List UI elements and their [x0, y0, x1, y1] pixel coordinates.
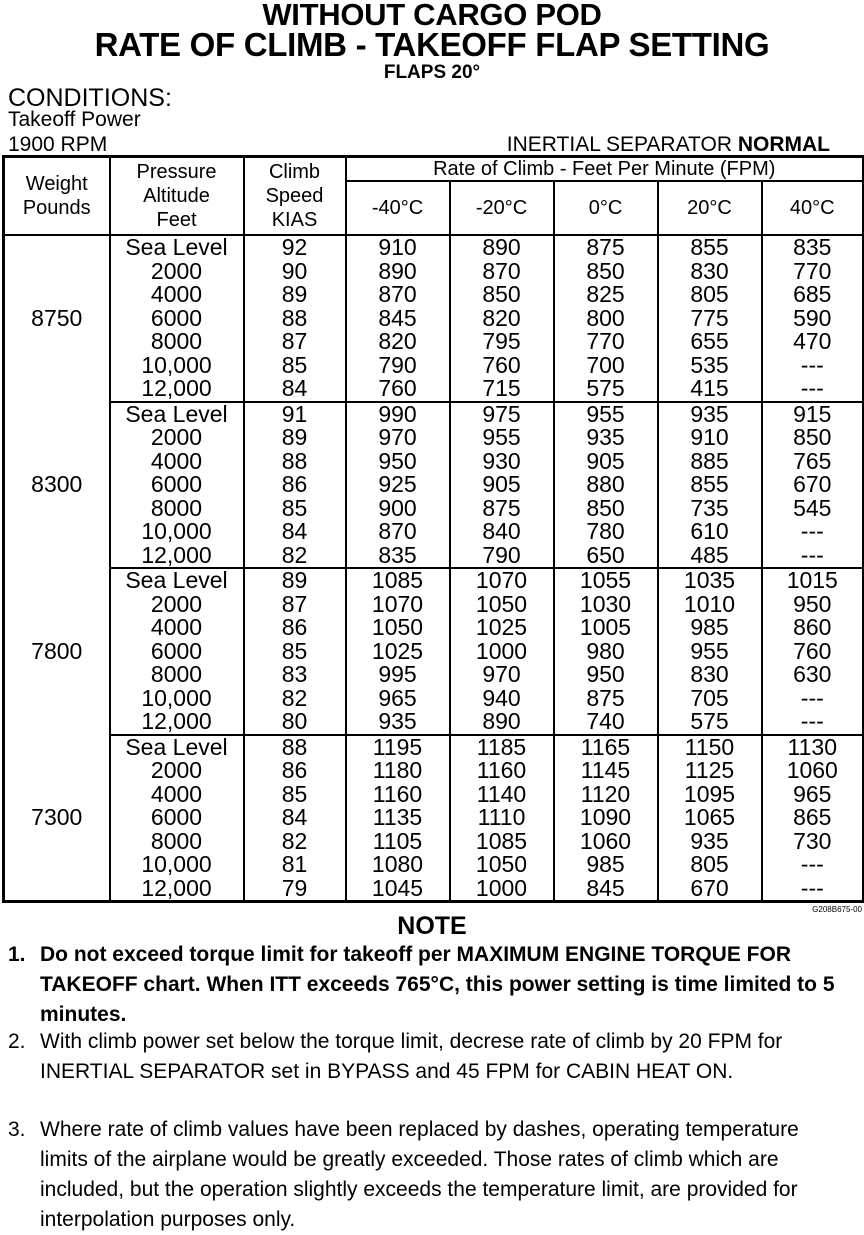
header-speed-line: KIAS	[271, 209, 318, 231]
rate-20-cell: 535	[658, 354, 762, 378]
rate-minus40-cell: 870	[346, 520, 450, 544]
rate-minus40-cell: 1085	[346, 568, 450, 593]
rate-20-cell: 1010	[658, 593, 762, 617]
table-row	[4, 426, 864, 450]
rate-0-cell: 575	[554, 377, 658, 402]
rate-0-cell: 875	[554, 687, 658, 711]
condition-rpm: 1900 RPM	[8, 133, 108, 156]
rate-40-cell: ---	[762, 877, 864, 902]
rate-minus20-cell: 1050	[450, 593, 554, 617]
rate-40-cell: ---	[762, 544, 864, 569]
table-row	[4, 616, 864, 640]
note-text: With climb power set below the torque limit, decrese rate of climb by 20 FPM for INERTIAL SEPARATOR set in BYPASS and 45 FPM for CABIN HEAT ON.	[40, 1030, 783, 1083]
table-row	[4, 830, 864, 854]
table-row	[4, 520, 864, 544]
rate-0-cell: 880	[554, 473, 658, 497]
rate-0-cell: 1145	[554, 759, 658, 783]
climb-speed-cell: 88	[244, 450, 346, 474]
climb-speed-cell: 85	[244, 354, 346, 378]
rate-40-cell: ---	[762, 687, 864, 711]
altitude-cell: Sea Level	[110, 735, 244, 760]
climb-speed-cell: 91	[244, 402, 346, 427]
rate-20-cell: 935	[658, 830, 762, 854]
rate-20-cell: 1035	[658, 568, 762, 593]
climb-speed-cell: 79	[244, 877, 346, 902]
table-row	[4, 593, 864, 617]
rate-20-cell: 830	[658, 663, 762, 687]
rate-minus20-cell: 1000	[450, 640, 554, 664]
figure-code: G208B675-00	[812, 905, 862, 914]
weight-cell: 7800	[4, 568, 110, 735]
rate-0-cell: 985	[554, 853, 658, 877]
altitude-cell: 6000	[110, 307, 244, 331]
weight-cell: 7300	[4, 735, 110, 902]
table-row	[4, 735, 864, 760]
climb-speed-cell: 87	[244, 330, 346, 354]
rate-minus20-cell: 1140	[450, 783, 554, 807]
altitude-cell: 4000	[110, 783, 244, 807]
rate-minus40-cell: 995	[346, 663, 450, 687]
rate-0-cell: 1005	[554, 616, 658, 640]
rate-minus20-cell: 940	[450, 687, 554, 711]
rate-minus40-cell: 1070	[346, 593, 450, 617]
rate-20-cell: 1150	[658, 735, 762, 760]
rate-40-cell: 545	[762, 497, 864, 521]
rate-40-cell: 835	[762, 235, 864, 260]
rate-minus40-cell: 1180	[346, 759, 450, 783]
header-weight-line: Weight	[25, 173, 88, 195]
table-row	[4, 307, 864, 331]
altitude-cell: 6000	[110, 640, 244, 664]
rate-minus40-cell: 950	[346, 450, 450, 474]
table-row	[4, 877, 864, 902]
rate-20-cell: 910	[658, 426, 762, 450]
rate-0-cell: 700	[554, 354, 658, 378]
rate-minus20-cell: 1070	[450, 568, 554, 593]
rate-20-cell: 705	[658, 687, 762, 711]
rate-40-cell: 850	[762, 426, 864, 450]
altitude-cell: 2000	[110, 260, 244, 284]
rate-40-cell: 1130	[762, 735, 864, 760]
table-row	[4, 759, 864, 783]
rate-minus20-cell: 1025	[450, 616, 554, 640]
rate-minus40-cell: 910	[346, 235, 450, 260]
rate-minus20-cell: 870	[450, 260, 554, 284]
table-row	[4, 473, 864, 497]
rate-minus40-cell: 890	[346, 260, 450, 284]
rate-40-cell: 590	[762, 307, 864, 331]
rate-20-cell: 655	[658, 330, 762, 354]
condition-inertial-separator	[507, 133, 830, 157]
header-altitude-line: Altitude	[143, 185, 210, 207]
climb-speed-cell: 84	[244, 520, 346, 544]
rate-minus40-cell: 790	[346, 354, 450, 378]
rate-minus20-cell: 790	[450, 544, 554, 569]
rate-0-cell: 1055	[554, 568, 658, 593]
altitude-cell: 10,000	[110, 687, 244, 711]
rate-0-cell: 955	[554, 402, 658, 427]
climb-speed-cell: 86	[244, 759, 346, 783]
rate-0-cell: 850	[554, 260, 658, 284]
altitude-cell: Sea Level	[110, 235, 244, 260]
note-text: Do not exceed torque limit for takeoff per MAXIMUM ENGINE TORQUE FOR TAKEOFF chart. When ITT exceeds 765°C, this power setting is time limited to 5 minutes.	[40, 943, 835, 1026]
rate-40-cell: ---	[762, 853, 864, 877]
header-climb-speed	[244, 157, 346, 236]
rate-minus40-cell: 1160	[346, 783, 450, 807]
rate-minus20-cell: 970	[450, 663, 554, 687]
climb-speed-cell: 82	[244, 544, 346, 569]
rate-40-cell: 760	[762, 640, 864, 664]
table-row	[4, 710, 864, 735]
rate-minus20-cell: 820	[450, 307, 554, 331]
header-rate-of-climb: Rate of Climb - Feet Per Minute (FPM)	[346, 157, 864, 182]
altitude-cell: 8000	[110, 830, 244, 854]
rate-minus40-cell: 970	[346, 426, 450, 450]
rate-minus20-cell: 760	[450, 354, 554, 378]
rate-minus20-cell: 905	[450, 473, 554, 497]
rate-minus20-cell: 840	[450, 520, 554, 544]
rate-0-cell: 1120	[554, 783, 658, 807]
table-row	[4, 354, 864, 378]
rate-20-cell: 885	[658, 450, 762, 474]
climb-speed-cell: 85	[244, 497, 346, 521]
rate-20-cell: 1065	[658, 806, 762, 830]
rate-40-cell: 765	[762, 450, 864, 474]
rate-20-cell: 1095	[658, 783, 762, 807]
chart-title-flaps: FLAPS 20°	[383, 62, 481, 83]
rate-20-cell: 855	[658, 235, 762, 260]
rate-minus20-cell: 975	[450, 402, 554, 427]
climb-speed-cell: 86	[244, 616, 346, 640]
rate-20-cell: 775	[658, 307, 762, 331]
rate-minus40-cell: 870	[346, 283, 450, 307]
rate-0-cell: 740	[554, 710, 658, 735]
climb-speed-cell: 81	[244, 853, 346, 877]
altitude-cell: 10,000	[110, 520, 244, 544]
rate-20-cell: 805	[658, 283, 762, 307]
altitude-cell: 2000	[110, 759, 244, 783]
rate-of-climb-body	[4, 235, 864, 902]
climb-speed-cell: 89	[244, 568, 346, 593]
altitude-cell: 4000	[110, 616, 244, 640]
altitude-cell: 8000	[110, 497, 244, 521]
rate-minus40-cell: 820	[346, 330, 450, 354]
rate-minus20-cell: 1110	[450, 806, 554, 830]
climb-speed-cell: 92	[244, 235, 346, 260]
rate-minus20-cell: 850	[450, 283, 554, 307]
note-item	[8, 1027, 848, 1087]
header-altitude-line: Pressure	[136, 161, 217, 183]
altitude-cell: 2000	[110, 593, 244, 617]
rate-minus20-cell: 795	[450, 330, 554, 354]
chart-title-line1: WITHOUT CARGO POD	[262, 0, 602, 32]
separator-value: NORMAL	[737, 133, 830, 156]
rate-40-cell: ---	[762, 377, 864, 402]
table-row	[4, 783, 864, 807]
note-text: Where rate of climb values have been replaced by dashes, operating temperature limits of the airplane would be greatly exceeded. Those rates of climb which are included, but the operation slightly exceeds the temperature limit, are provided for interpolation purposes only.	[40, 1118, 799, 1231]
rate-20-cell: 415	[658, 377, 762, 402]
header-temp-minus40: -40°C	[346, 181, 450, 235]
rate-minus40-cell: 1135	[346, 806, 450, 830]
rate-20-cell: 610	[658, 520, 762, 544]
rate-minus40-cell: 925	[346, 473, 450, 497]
altitude-cell: 6000	[110, 806, 244, 830]
rate-0-cell: 935	[554, 426, 658, 450]
weight-cell: 8300	[4, 402, 110, 569]
altitude-cell: 10,000	[110, 354, 244, 378]
rate-0-cell: 980	[554, 640, 658, 664]
header-weight	[4, 157, 110, 236]
climb-speed-cell: 82	[244, 830, 346, 854]
table-row	[4, 330, 864, 354]
climb-speed-cell: 88	[244, 735, 346, 760]
rate-minus20-cell: 890	[450, 710, 554, 735]
separator-label: INERTIAL SEPARATOR	[506, 133, 732, 156]
rate-40-cell: 470	[762, 330, 864, 354]
rate-40-cell: 1015	[762, 568, 864, 593]
table-row	[4, 663, 864, 687]
climb-speed-cell: 84	[244, 377, 346, 402]
altitude-cell: 4000	[110, 450, 244, 474]
rate-40-cell: 670	[762, 473, 864, 497]
altitude-cell: 6000	[110, 473, 244, 497]
climb-speed-cell: 83	[244, 663, 346, 687]
header-temp-40: 40°C	[762, 181, 864, 235]
climb-speed-cell: 89	[244, 426, 346, 450]
altitude-cell: 8000	[110, 330, 244, 354]
rate-0-cell: 1165	[554, 735, 658, 760]
rate-40-cell: 865	[762, 806, 864, 830]
rate-0-cell: 845	[554, 877, 658, 902]
rate-minus20-cell: 1000	[450, 877, 554, 902]
rate-40-cell: ---	[762, 520, 864, 544]
altitude-cell: 10,000	[110, 853, 244, 877]
rate-minus40-cell: 1080	[346, 853, 450, 877]
rate-0-cell: 780	[554, 520, 658, 544]
altitude-cell: 12,000	[110, 544, 244, 569]
note-heading: NOTE	[397, 912, 467, 940]
table-row	[4, 235, 864, 260]
table-row	[4, 450, 864, 474]
header-altitude-line: Feet	[156, 209, 197, 231]
rate-minus20-cell: 875	[450, 497, 554, 521]
climb-speed-cell: 86	[244, 473, 346, 497]
rate-40-cell: 915	[762, 402, 864, 427]
rate-minus40-cell: 935	[346, 710, 450, 735]
climb-speed-cell: 87	[244, 593, 346, 617]
rate-minus40-cell: 760	[346, 377, 450, 402]
rate-0-cell: 800	[554, 307, 658, 331]
conditions-heading: CONDITIONS:	[8, 84, 172, 112]
rate-minus20-cell: 1185	[450, 735, 554, 760]
header-speed-line: Speed	[265, 185, 324, 207]
rate-0-cell: 650	[554, 544, 658, 569]
rate-minus20-cell: 1050	[450, 853, 554, 877]
climb-speed-cell: 85	[244, 640, 346, 664]
rate-40-cell: ---	[762, 710, 864, 735]
rate-minus20-cell: 1160	[450, 759, 554, 783]
header-altitude	[110, 157, 244, 236]
rate-20-cell: 670	[658, 877, 762, 902]
rate-20-cell: 830	[658, 260, 762, 284]
note-item	[8, 1115, 848, 1235]
altitude-cell: Sea Level	[110, 568, 244, 593]
rate-minus40-cell: 1050	[346, 616, 450, 640]
rate-0-cell: 770	[554, 330, 658, 354]
rate-of-climb-table	[2, 155, 864, 903]
climb-speed-cell: 84	[244, 806, 346, 830]
altitude-cell: 12,000	[110, 710, 244, 735]
rate-40-cell: 1060	[762, 759, 864, 783]
rate-20-cell: 935	[658, 402, 762, 427]
rate-0-cell: 905	[554, 450, 658, 474]
rate-40-cell: 630	[762, 663, 864, 687]
note-item	[8, 940, 848, 1030]
altitude-cell: 8000	[110, 663, 244, 687]
rate-minus20-cell: 930	[450, 450, 554, 474]
table-row	[4, 497, 864, 521]
rate-minus40-cell: 845	[346, 307, 450, 331]
rate-20-cell: 575	[658, 710, 762, 735]
rate-0-cell: 850	[554, 497, 658, 521]
note-number: 1.	[8, 943, 26, 966]
altitude-cell: Sea Level	[110, 402, 244, 427]
rate-minus20-cell: 1085	[450, 830, 554, 854]
rate-minus40-cell: 835	[346, 544, 450, 569]
altitude-cell: 12,000	[110, 877, 244, 902]
rate-minus40-cell: 900	[346, 497, 450, 521]
rate-minus20-cell: 715	[450, 377, 554, 402]
table-row	[4, 402, 864, 427]
rate-0-cell: 1030	[554, 593, 658, 617]
rate-minus40-cell: 965	[346, 687, 450, 711]
rate-40-cell: ---	[762, 354, 864, 378]
rate-0-cell: 875	[554, 235, 658, 260]
header-temp-20: 20°C	[658, 181, 762, 235]
rate-0-cell: 1060	[554, 830, 658, 854]
rate-0-cell: 825	[554, 283, 658, 307]
rate-minus40-cell: 1025	[346, 640, 450, 664]
table-row	[4, 377, 864, 402]
rate-40-cell: 950	[762, 593, 864, 617]
table-row	[4, 853, 864, 877]
rate-20-cell: 855	[658, 473, 762, 497]
condition-power: Takeoff Power	[8, 108, 141, 131]
header-speed-line: Climb	[268, 161, 321, 183]
climb-speed-cell: 90	[244, 260, 346, 284]
rate-20-cell: 805	[658, 853, 762, 877]
table-row	[4, 260, 864, 284]
climb-speed-cell: 89	[244, 283, 346, 307]
altitude-cell: 12,000	[110, 377, 244, 402]
table-row	[4, 640, 864, 664]
header-temp-minus20: -20°C	[450, 181, 554, 235]
climb-speed-cell: 88	[244, 307, 346, 331]
table-row	[4, 568, 864, 593]
altitude-cell: 4000	[110, 283, 244, 307]
chart-title-line2: RATE OF CLIMB - TAKEOFF FLAP SETTING	[94, 26, 770, 63]
climb-speed-cell: 85	[244, 783, 346, 807]
rate-minus20-cell: 955	[450, 426, 554, 450]
climb-speed-cell: 80	[244, 710, 346, 735]
rate-40-cell: 860	[762, 616, 864, 640]
table-row	[4, 687, 864, 711]
table-row	[4, 806, 864, 830]
note-number: 3.	[8, 1118, 26, 1141]
weight-cell: 8750	[4, 235, 110, 402]
table-row	[4, 283, 864, 307]
rate-0-cell: 950	[554, 663, 658, 687]
rate-20-cell: 735	[658, 497, 762, 521]
rate-20-cell: 955	[658, 640, 762, 664]
rate-minus40-cell: 990	[346, 402, 450, 427]
rate-minus20-cell: 890	[450, 235, 554, 260]
climb-speed-cell: 82	[244, 687, 346, 711]
header-temp-0: 0°C	[554, 181, 658, 235]
rate-40-cell: 730	[762, 830, 864, 854]
rate-40-cell: 965	[762, 783, 864, 807]
rate-40-cell: 770	[762, 260, 864, 284]
header-weight-line: Pounds	[22, 197, 91, 219]
altitude-cell: 2000	[110, 426, 244, 450]
rate-40-cell: 685	[762, 283, 864, 307]
note-number: 2.	[8, 1030, 26, 1053]
rate-20-cell: 1125	[658, 759, 762, 783]
rate-20-cell: 485	[658, 544, 762, 569]
rate-20-cell: 985	[658, 616, 762, 640]
table-row	[4, 544, 864, 569]
rate-minus40-cell: 1045	[346, 877, 450, 902]
rate-minus40-cell: 1105	[346, 830, 450, 854]
rate-0-cell: 1090	[554, 806, 658, 830]
rate-minus40-cell: 1195	[346, 735, 450, 760]
